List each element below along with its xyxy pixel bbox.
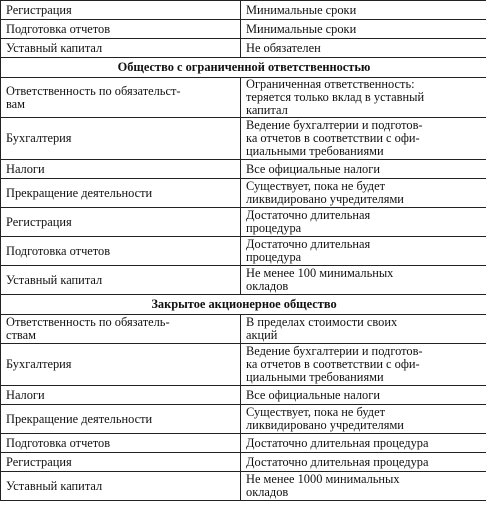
value-cell [241,39,486,58]
parameter-text: Подготовка отчетов [6,21,111,36]
section-header-row [1,295,486,315]
value-cell [241,237,486,266]
value-text: Ограниченная ответственность: теряется только вклад в уставный капитал [246,77,425,117]
table-row [1,315,486,344]
parameter-cell [1,386,241,405]
value-cell [241,453,486,472]
value-cell [241,472,486,501]
parameter-cell [1,118,241,160]
value-cell [241,160,486,179]
parameter-text: Подготовка отчетов [6,243,111,258]
parameter-cell [1,78,241,118]
table-body [1,1,486,501]
value-text: Не обязателен [246,40,321,55]
parameter-cell [1,434,241,453]
table-row [1,78,486,118]
table-row [1,1,486,20]
parameter-text: Регистрация [6,454,72,469]
parameter-cell [1,315,241,344]
value-text: Все официальные налоги [246,387,380,402]
value-text: Существует, пока не будет ликвидировано учредителями [246,405,404,432]
table-row [1,39,486,58]
value-text: Существует, пока не будет ликвидировано учредителями [246,179,404,206]
parameter-text: Уставный капитал [6,478,103,493]
table-row [1,20,486,39]
value-cell [241,78,486,118]
parameter-text: Регистрация [6,214,72,229]
parameter-cell [1,20,241,39]
parameter-text: Ответственность по обязатель- ствам [6,315,170,342]
table-row [1,179,486,208]
value-text: Не менее 100 минимальных окладов [246,266,394,293]
table-row [1,405,486,434]
value-text: Достаточно длительная процедура [246,237,371,264]
value-text: Достаточно длительная процедура [246,454,429,469]
value-cell [241,1,486,20]
parameter-text: Уставный капитал [6,272,103,287]
parameter-text: Подготовка отчетов [6,435,111,450]
parameter-cell [1,344,241,386]
value-cell [241,344,486,386]
parameter-cell [1,453,241,472]
value-cell [241,266,486,295]
parameter-cell [1,472,241,501]
parameter-text: Регистрация [6,2,72,17]
parameter-cell [1,1,241,20]
table-row [1,472,486,501]
table-row [1,434,486,453]
parameter-cell [1,237,241,266]
parameter-text: Налоги [6,161,45,176]
table-row [1,118,486,160]
parameter-text: Бухгалтерия [6,131,72,145]
parameter-text: Прекращение деятельности [6,185,153,200]
value-text: Ведение бухгалтерии и подготов- ка отчетов в соответствии с офи- циальными требованиями [246,118,423,158]
table-row [1,208,486,237]
value-cell [241,405,486,434]
value-cell [241,315,486,344]
parameter-text: Уставный капитал [6,40,103,55]
section-title-text: Общество с ограниченной ответственностью [117,60,371,74]
parameter-cell [1,405,241,434]
section-header-row [1,58,486,78]
parameter-cell [1,266,241,295]
table-row [1,453,486,472]
value-text: Минимальные сроки [246,21,357,36]
value-text: В пределах стоимости своих акций [246,315,398,342]
table-row [1,386,486,405]
value-text: Не менее 1000 минимальных окладов [246,472,400,499]
table-row [1,237,486,266]
section-title [1,295,486,315]
value-cell [241,386,486,405]
table-row [1,266,486,295]
parameter-cell [1,179,241,208]
value-text: Минимальные сроки [246,2,357,17]
parameter-text: Налоги [6,387,45,402]
value-cell [241,179,486,208]
value-text: Ведение бухгалтерии и подготов- ка отчетов в соответствии с офи- циальными требованиями [246,344,423,384]
value-cell [241,208,486,237]
table-row [1,160,486,179]
parameter-text: Ответственность по обязательст- вам [6,83,181,111]
parameter-text: Прекращение деятельности [6,411,153,426]
parameter-cell [1,208,241,237]
section-title-text: Закрытое акционерное общество [151,297,337,311]
value-cell [241,20,486,39]
value-text: Все официальные налоги [246,161,380,176]
parameter-cell [1,160,241,179]
value-cell [241,118,486,160]
parameter-text: Бухгалтерия [6,357,72,371]
value-text: Достаточно длительная процедура [246,208,371,235]
value-text: Достаточно длительная процедура [246,435,429,450]
table-row [1,344,486,386]
section-title [1,58,486,78]
parameter-cell [1,39,241,58]
value-cell [241,434,486,453]
